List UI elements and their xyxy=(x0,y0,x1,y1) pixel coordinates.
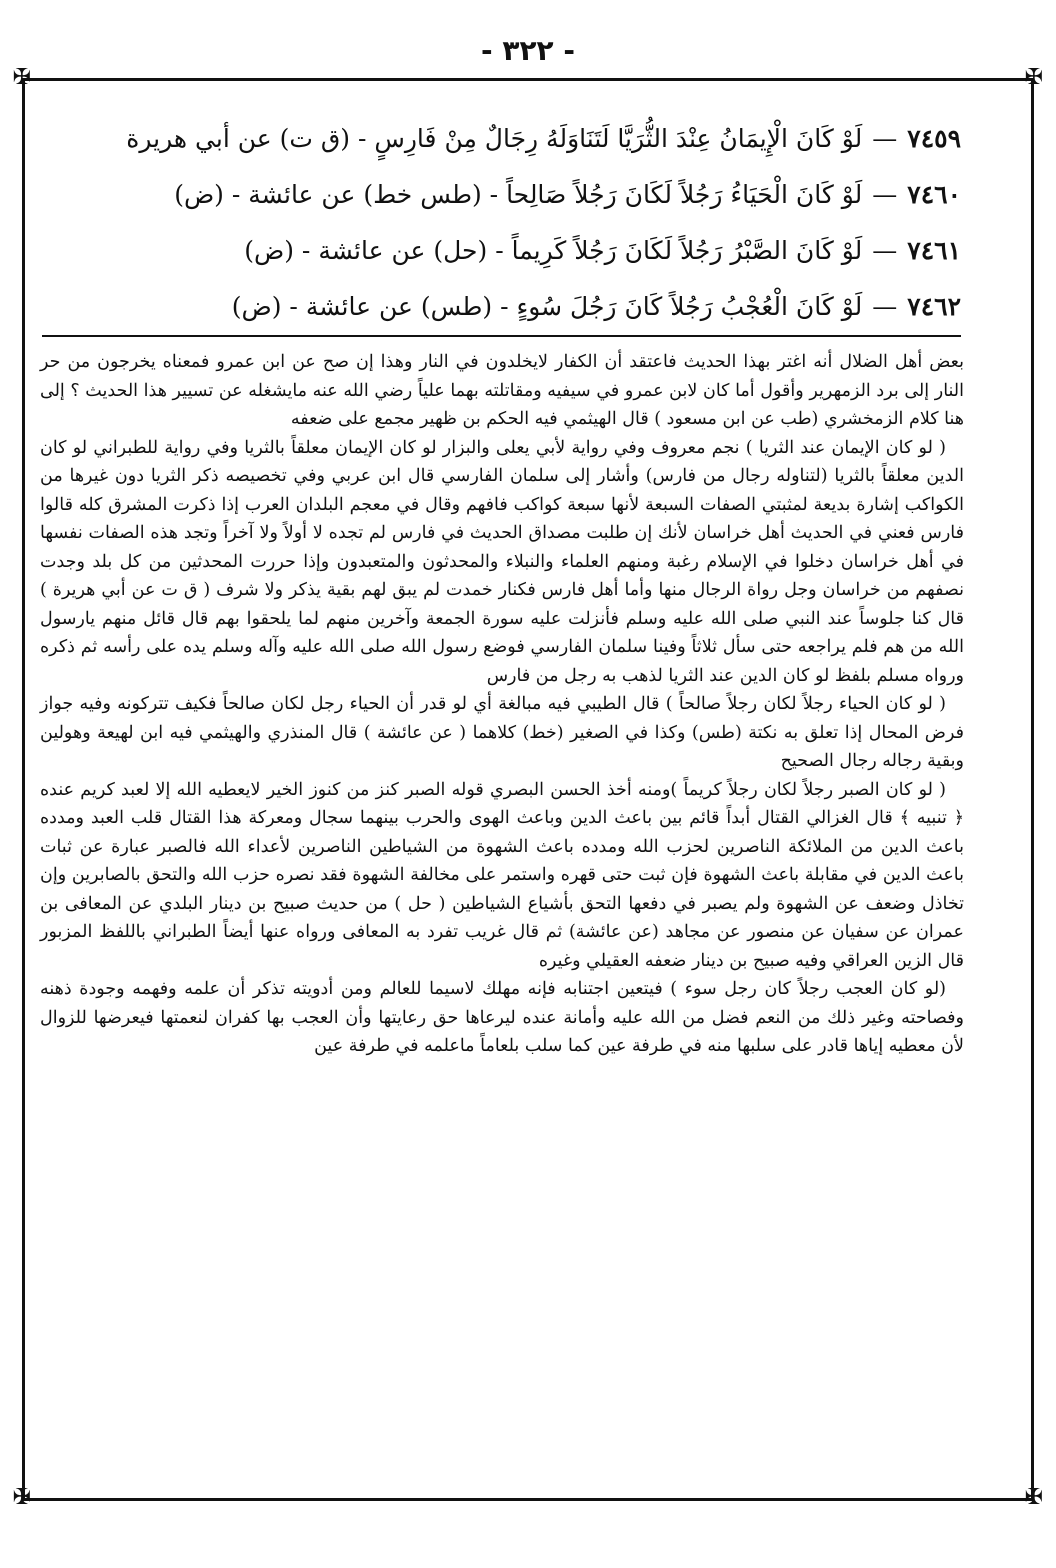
hadith-number: ٧٤٦٢ xyxy=(907,291,961,321)
corner-ornament-icon: ✠ xyxy=(1024,65,1044,90)
commentary-paragraph: (لو كان العجب رجلاً كان رجل سوء ) فيتعين اجتنابه فإنه مهلك لاسيما للعالم ومن أدويته تذكر أن علمه وفهمه وجودة ذهنه وفصاحته وغير ذلك من النعم فضل من الله عليه وأمانة عنده ليرعاها حق رعايتها وأن العجب بها كفران لنعمتها فيعرضها للزوال لأن معطيه إياها قادر على سلبها منه في طرفة عين كما سلب بلعاماً ماعلمه في طرفة عين xyxy=(40,979,964,1056)
hadith-text: لَوْ كَانَ الْعُجْبُ رَجُلاً كَانَ رَجُلَ سُوءٍ - (طس) عن عائشة - (ض) xyxy=(231,291,863,321)
corner-ornament-icon: ✠ xyxy=(12,65,32,90)
commentary-section xyxy=(40,348,964,1061)
hadith-number: ٧٤٦٠ xyxy=(907,179,961,209)
frame-right-border xyxy=(1031,78,1034,1500)
commentary-paragraph: بعض أهل الضلال أنه اغتر بهذا الحديث فاعتقد أن الكفار لايخلدون في النار وهذا إن صح عن ابن عمرو فمعناه يخرجون من حر النار إلى برد الزمهرير وأقول أما كان لابن عمرو في سيفيه ومقاتلته بهما علياً رضي الله عنه مايشغله عن تسيير هذا الحديث ؟ إلى هنا كلام الزمخشري (طب عن ابن مسعود ) قال الهيثمي فيه الحكم بن ظهير مجمع على ضعفه xyxy=(40,352,964,429)
entry-dash: — xyxy=(872,235,898,265)
corner-ornament-icon: ✠ xyxy=(12,1485,32,1510)
hadith-text: لَوْ كَانَ الصَّبْرُ رَجُلاً لَكَانَ رَجُلاً كَرِيماً - (حل) عن عائشة - (ض) xyxy=(244,235,863,265)
frame-bottom-border xyxy=(22,1498,1034,1501)
entry-dash: — xyxy=(872,179,898,209)
commentary-paragraph: ( لو كان الإيمان عند الثريا ) نجم معروف وفي رواية لأبي يعلى والبزار لو كان الإيمان معلقاً بالثريا وفي رواية للطبراني لو كان الدين معلقاً بالثريا (لتناوله رجال من فارس) وأشار إلى سلمان الفارسي قال ابن عربي وفي تخصيصه ذكر الثريا دون غيرها من الكواكب إشارة بديعة لمثبتي الصفات السبعة لأنها سبعة كواكب فافهم وقال في معجم البلدان العرب إذا ذكرت المشرق كله قالوا فارس فعني في الحديث أهل خراسان لأنك إن طلبت مصداق الحديث في فارس لم تجده لا أولاً ولا آخراً وتجد هذه الصفات نفسها في أهل خراسان دخلوا في الإسلام رغبة ومنهم العلماء والنبلاء والمحدثون والمتعبدون وإذا حررت المحدثين من كل بلد وجدت نصفهم من خراسان وجل رواة الرجال منها وأما أهل فارس فكنار خمدت لم يبق لهم بقية يذكر ولا شرف ( ق ت عن أبي هريرة ) قال كنا جلوساً عند النبي صلى الله عليه وسلم فأنزلت عليه سورة الجمعة وآخرين منهم لما يلحقوا بهم قال قائل منهم يارسول الله من هم فلم يراجعه حتى سأل ثلاثاً وفينا سلمان الفارسي فوضع رسول الله صلى الله عليه وآله وسلم يده على رأسه ثم ذكره ورواه مسلم بلفظ لو كان الدين عند الثريا لذهب به رجل من فارس xyxy=(40,437,964,686)
hadith-entries xyxy=(126,110,961,334)
corner-ornament-icon: ✠ xyxy=(1024,1485,1044,1510)
hadith-text: لَوْ كَانَ الْحَيَاءُ رَجُلاً لَكَانَ رَجُلاً صَالِحاً - (طس خط) عن عائشة - (ض) xyxy=(174,179,863,209)
hadith-entry xyxy=(244,222,961,278)
hadith-number: ٧٤٥٩ xyxy=(907,123,961,153)
entry-dash: — xyxy=(872,123,898,153)
hadith-text: لَوْ كَانَ الْإِيمَانُ عِنْدَ الثُّرَيَّا لَتَنَاوَلَهُ رِجَالٌ مِنْ فَارِسٍ - (ق ت) عن أبي هريرة xyxy=(126,123,863,153)
hadith-entry xyxy=(231,278,961,334)
entry-dash: — xyxy=(872,291,898,321)
frame-top-border xyxy=(22,78,1034,81)
hadith-number: ٧٤٦١ xyxy=(907,235,961,265)
page-number: - ٣٢٢ - xyxy=(480,34,576,67)
hadith-entry xyxy=(126,110,961,166)
hadith-entry xyxy=(174,166,961,222)
section-separator xyxy=(42,335,961,337)
commentary-paragraph: ( لو كان الحياء رجلاً لكان رجلاً صالحاً ) قال الطيبي فيه مبالغة أي لو قدر أن الحياء رجل لكان صالحاً فكيف تتركونه وفيه جواز فرض المحال إذا تعلق به نكتة (طس) وكذا في الصغير (خط) كلاهما ( عن عائشة ) قال المنذري والهيثمي فيه ابن لهيعة وهولين وبقية رجاله رجال الصحيح xyxy=(40,694,964,771)
commentary-paragraph: ( لو كان الصبر رجلاً لكان رجلاً كريماً )ومنه أخذ الحسن البصري قوله الصبر كنز من كنوز الخير لايعطيه الله إلا لعبد كريم عنده ﴿ تنبيه ﴾ قال الغزالي القتال أبداً قائم بين باعث الدين وباعث الهوى والحرب بينهما سجال ومعركة هذا القتال قلب العبد ومدده باعث الدين من الملائكة الناصرين لحزب الله ومدده باعث الشهوة من الشياطين الناصرين لأعداء الله فالصبر عبارة عن ثبات باعث الدين في مقابلة باعث الشهوة فإن ثبت حتى قهره واستمر على مخالفة الشهوة فقد نصره حزب الله والتحق بالصابرين وإن تخاذل وضعف عن الشهوة ولم يصبر في دفعها التحق بأشياع الشياطين ( حل ) من حديث صبيح بن دينار البلدي عن المعافى بن عمران عن سفيان عن منصور عن مجاهد (عن عائشة) ثم قال غريب تفرد به المعافى ورواه عنها أيضاً الطبراني باللفظ المزبور قال الزين العراقي وفيه صبيح بن دينار ضعفه العقيلي وغيره xyxy=(40,779,964,971)
frame-left-border xyxy=(22,78,25,1500)
